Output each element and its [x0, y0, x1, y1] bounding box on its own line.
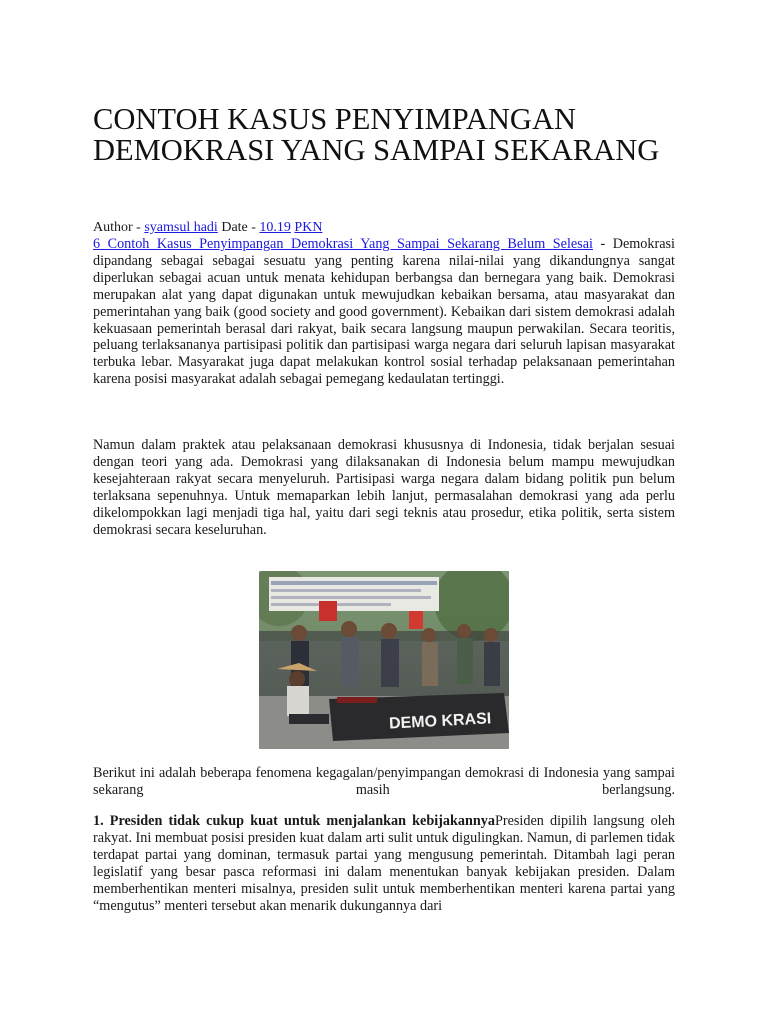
- intro-separator: -: [592, 236, 613, 252]
- author-link[interactable]: syamsul hadi: [144, 220, 218, 235]
- date-label: Date -: [217, 220, 260, 235]
- date-link[interactable]: 10.19: [259, 220, 291, 235]
- photo-sign-text: DEMO KRASI: [388, 710, 492, 733]
- point-1-heading: 1. Presiden tidak cukup kuat untuk menjalankan kebijakannya: [93, 813, 495, 829]
- intro-article-link[interactable]: 6 Contoh Kasus Penyimpangan Demokrasi Yang Sampai Sekarang Belum Selesai: [93, 236, 593, 252]
- page-title: CONTOH KASUS PENYIMPANGAN DEMOKRASI YANG SAMPAI SEKARANG: [93, 102, 660, 167]
- paragraph-fenomena: Berikut ini adalah beberapa fenomena kegagalan/penyimpangan demokrasi di Indonesia yang sampai sekarang masih berlangsung.: [93, 765, 675, 798]
- paragraph-praktek: Namun dalam praktek atau pelaksanaan demokrasi khususnya di Indonesia, tidak berjalan sesuai dengan teori yang ada. Demokrasi yang dilaksanakan di Indonesia belum mampu mewujudkan kesejahteraan rakyat secara menyeluruh. Partisipasi warga negara dalam bidang politik pun belum terlaksana sepenuhnya. Untuk memaparkan lebih lanjut, permasalahan demokrasi yang ada perlu dikelompokkan lagi menjadi tiga hal, yaitu dari segi teknis atau prosedur, etika politik, serta sistem demokrasi secara keseluruhan.: [93, 437, 675, 538]
- intro-text: Demokrasi dipandang sebagai sebagai sesuatu yang penting karena nilai-nilai yang dikandungnya sangat diperlukan sebagai acuan untuk menata kehidupan berbangsa dan bernegara yang baik. Demokrasi merupakan alat yang dapat digunakan untuk mewujudkan kebaikan bersama, atau masyarakat dan pemerintahan yang baik (good society and good government). Kebaikan dari sistem demokrasi adalah kekuasaan pemerintah berasal dari rakyat, baik secara langsung maupun perwakilan. Secara teoritis, peluang terlaksananya partisipasi politik dan partisipasi warga negara dari seluruh lapisan masyarakat terbuka lebar. Masyarakat juga dapat melakukan kontrol sosial terhadap pelaksanaan pemerintahan karena posisi masyarakat adalah sebagai pemegang kedaulatan tertinggi.: [93, 236, 675, 388]
- point-1: [93, 813, 675, 914]
- author-label: Author -: [93, 220, 145, 235]
- point-1-text: Presiden dipilih langsung oleh rakyat. Ini membuat posisi presiden kuat dalam arti sulit untuk digulingkan. Namun, di parlemen tidak terdapat partai yang dominan, termasuk partai yang mengusung pemerintah. Ditambah lagi peran legislatif yang besar pasca reformasi ini dalam menentukan banyak kebijakan presiden. Dalam memberhentikan menteri misalnya, presiden sulit untuk memberhentikan menteri karena partai yang “mengutus” menteri tersebut akan menarik dukungannya dari: [93, 813, 675, 914]
- category-link[interactable]: PKN: [294, 220, 323, 235]
- intro-paragraph: [93, 236, 675, 388]
- demonstration-photo: [259, 571, 509, 749]
- article-meta: [93, 219, 693, 236]
